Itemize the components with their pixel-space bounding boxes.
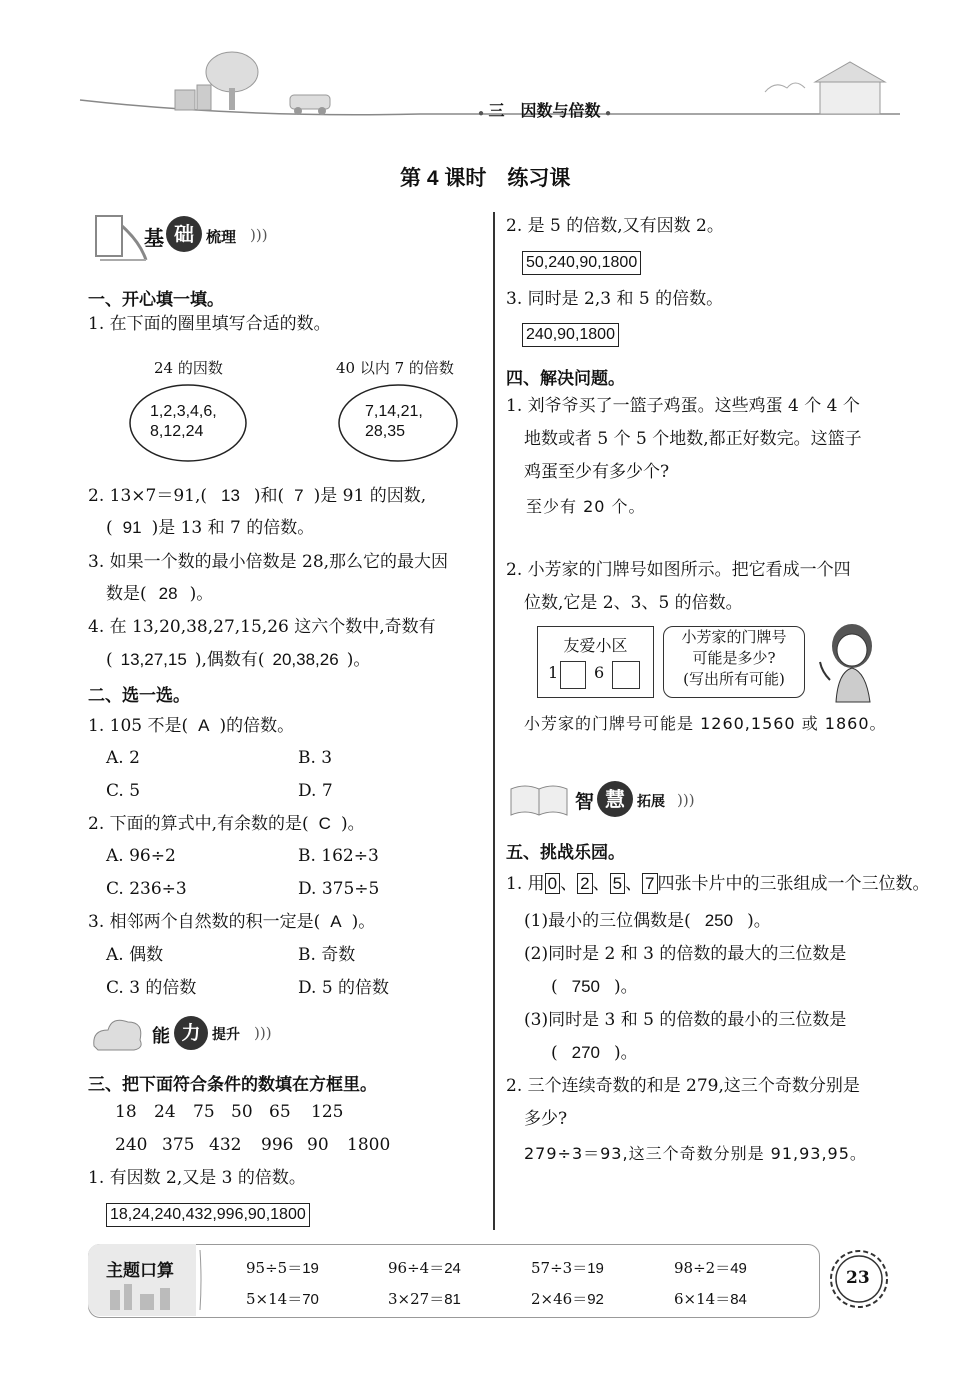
- number: 432: [209, 1135, 242, 1155]
- number: 996: [261, 1135, 294, 1155]
- sec5-q1-s3: (3)同时是 3 和 5 的倍数的最小的三位数是: [524, 1010, 847, 1030]
- option: B. 奇数: [298, 945, 356, 965]
- number: 65: [269, 1102, 291, 1122]
- badge-char-circle: 慧: [597, 781, 633, 817]
- card: 0: [545, 873, 560, 894]
- door-plate-title: 友爱小区: [563, 636, 628, 655]
- sec5-q1-s1: (1)最小的三位偶数是( 250 )。: [524, 911, 771, 931]
- sec5-q2-l1: 2. 三个连续奇数的和是 279,这三个奇数分别是: [506, 1076, 860, 1096]
- oral-calc: 98÷2＝49: [674, 1259, 747, 1277]
- oral-calc: 6×14＝84: [674, 1290, 747, 1308]
- sec3-q3-answer-box: 240,90,1800: [522, 323, 619, 347]
- sec4-title: 四、解决问题。: [506, 369, 625, 388]
- answer: 91: [122, 518, 142, 537]
- answer: 19: [302, 1260, 319, 1277]
- badge-basic: [90, 212, 280, 262]
- sec3-numbers-row1: [115, 1096, 343, 1128]
- answer: 13: [220, 486, 240, 505]
- oral-calc: 3×27＝81: [388, 1290, 461, 1308]
- option: A. 偶数: [106, 945, 164, 965]
- chapter-header: ● 三 因数与倍数 ●: [478, 103, 612, 120]
- option: A. 96÷2: [106, 846, 176, 866]
- badge-char: 智: [575, 791, 595, 813]
- wave-icon: ))): [677, 791, 695, 809]
- oral-calc: 95÷5＝19: [246, 1259, 319, 1277]
- option: D. 5 的倍数: [298, 978, 390, 998]
- sec1-q3-line1: 3. 如果一个数的最小倍数是 28,那么它的最大因: [88, 552, 449, 572]
- circle1-line: 1,2,3,4,6,: [150, 403, 217, 420]
- sec4-q2-answer: 小芳家的门牌号可能是 1260,1560 或 1860。: [524, 714, 887, 733]
- speech-bubble: [663, 626, 805, 698]
- circle2-line: 28,35: [365, 423, 406, 440]
- sec4-q1-l3: 鸡蛋至少有多少个?: [524, 462, 670, 482]
- option: B. 162÷3: [298, 846, 379, 866]
- sec3-q2-answer-box: 50,240,90,1800: [522, 251, 641, 275]
- sec1-q2-line1: 2. 13×7＝91,( 13 )和( 7 )是 91 的因数,: [88, 486, 427, 506]
- number: 75: [193, 1102, 215, 1122]
- option: D. 375÷5: [298, 879, 380, 899]
- page-number: 23: [846, 1268, 870, 1288]
- answer: 24: [444, 1260, 461, 1277]
- sec2-q2: 2. 下面的算式中,有余数的是( C )。: [88, 814, 365, 834]
- sec5-title: 五、挑战乐园。: [506, 843, 625, 862]
- sec4-q1-answer: 至少有 20 个。: [526, 497, 646, 516]
- sec3-q3: 3. 同时是 2,3 和 5 的倍数。: [506, 289, 724, 309]
- number: 24: [154, 1102, 176, 1122]
- card: 2: [577, 873, 592, 894]
- number: 50: [231, 1102, 253, 1122]
- answer: 49: [730, 1260, 747, 1277]
- column-divider: [493, 212, 495, 1230]
- badge-char: 提升: [212, 1027, 240, 1043]
- option: D. 7: [298, 781, 333, 801]
- footer-label: 主题口算: [106, 1261, 174, 1280]
- badge-char: 拓展: [637, 794, 665, 810]
- door-plate: [537, 626, 654, 698]
- answer: 70: [302, 1291, 319, 1308]
- badge-char-circle: 础: [166, 216, 202, 252]
- sec5-q1-s3-ans: ( 270 )。: [551, 1043, 638, 1063]
- number: 90: [307, 1135, 329, 1155]
- circle2-line: 7,14,21,: [365, 403, 423, 420]
- sec1-q4-line1: 4. 在 13,20,38,27,15,26 这六个数中,奇数有: [88, 617, 436, 637]
- sec4-q2-l2: 位数,它是 2、3、5 的倍数。: [524, 593, 743, 613]
- answer: 19: [587, 1260, 604, 1277]
- answer: 270: [571, 1043, 601, 1062]
- wave-icon: ))): [250, 226, 268, 244]
- bubble-line: 小芳家的门牌号: [681, 628, 787, 646]
- answer: 250: [704, 911, 734, 930]
- city-icon: [100, 1280, 190, 1312]
- sec5-q2-l2: 多少?: [524, 1109, 568, 1129]
- cloud-icon: [88, 1012, 148, 1056]
- badge-char: 基: [144, 226, 164, 250]
- sec4-q2-l1: 2. 小芳家的门牌号如图所示。把它看成一个四: [506, 560, 851, 580]
- sec3-title: 三、把下面符合条件的数填在方框里。: [88, 1075, 377, 1094]
- sec3-q1: 1. 有因数 2,又是 3 的倍数。: [88, 1168, 306, 1188]
- answer: C: [318, 814, 331, 833]
- girl-illustration: [812, 622, 892, 704]
- circle2-label: 40 以内 7 的倍数: [336, 359, 454, 377]
- number: 375: [162, 1135, 195, 1155]
- slide-icon: [90, 212, 150, 264]
- door-digit-blank: [612, 661, 640, 689]
- book-icon: [505, 775, 573, 823]
- option: A. 2: [106, 748, 140, 768]
- circle2-content: [365, 402, 423, 442]
- number: 18: [115, 1102, 137, 1122]
- answer: A: [330, 912, 342, 931]
- badge-char-circle: 力: [174, 1016, 208, 1050]
- door-digit: 6: [594, 663, 605, 682]
- oral-calc: 5×14＝70: [246, 1290, 319, 1308]
- sec1-q3-line2: 数是( 28 )。: [106, 584, 214, 604]
- option: C. 3 的倍数: [106, 978, 197, 998]
- lesson-title: 第 4 课时 练习课: [400, 167, 571, 190]
- sec2-q1: 1. 105 不是( A )的倍数。: [88, 716, 295, 736]
- answer: 20,38,26: [272, 650, 339, 669]
- number: 125: [311, 1102, 344, 1122]
- badge-char: 梳理: [206, 228, 237, 246]
- bubble-line: (写出所有可能): [683, 670, 785, 688]
- sec3-numbers-row2: [115, 1129, 390, 1161]
- answer: 13,27,15: [120, 650, 187, 669]
- sec1-q4-line2: ( 13,27,15 ),偶数有( 20,38,26 )。: [106, 650, 371, 670]
- badge-wisdom: [505, 775, 705, 825]
- circle1-content: [150, 402, 217, 442]
- sec4-q1-l1: 1. 刘爷爷买了一篮子鸡蛋。这些鸡蛋 4 个 4 个: [506, 396, 860, 416]
- option: C. 236÷3: [106, 879, 187, 899]
- answer: 81: [444, 1291, 461, 1308]
- sec5-q1-s2: (2)同时是 2 和 3 的倍数的最大的三位数是: [524, 944, 847, 964]
- door-digit-blank: [560, 661, 586, 689]
- wave-icon: ))): [254, 1024, 272, 1042]
- answer: 750: [571, 977, 601, 996]
- sec1-q2-line2: ( 91 )是 13 和 7 的倍数。: [106, 518, 315, 538]
- sec5-q2-answer: 279÷3＝93,这三个奇数分别是 91,93,95。: [524, 1144, 867, 1163]
- answer: 28: [158, 584, 178, 603]
- option: B. 3: [298, 748, 333, 768]
- option: C. 5: [106, 781, 141, 801]
- badge-ability: [88, 1012, 288, 1056]
- number: 1800: [347, 1135, 391, 1155]
- answer: A: [198, 716, 210, 735]
- circle1-label: 24 的因数: [154, 359, 223, 377]
- sec1-title: 一、开心填一填。: [88, 290, 224, 309]
- circle1-line: 8,12,24: [150, 423, 204, 440]
- chapter-title: 三 因数与倍数: [488, 103, 601, 120]
- sec2-q3: 3. 相邻两个自然数的积一定是( A )。: [88, 912, 376, 932]
- sec3-q2: 2. 是 5 的倍数,又有因数 2。: [506, 216, 724, 236]
- number: 240: [115, 1135, 148, 1155]
- sec4-q1-l2: 地数或者 5 个 5 个地数,都正好数完。这篮子: [524, 429, 862, 449]
- sec2-title: 二、选一选。: [88, 686, 190, 705]
- oral-calc: 57÷3＝19: [531, 1259, 604, 1277]
- sec5-q1: 1. 用 0 、 2 、 5 、 7 四张卡片中的三张组成一个三位数。: [506, 874, 930, 894]
- answer: 7: [294, 486, 304, 505]
- sec1-q1: 1. 在下面的圈里填写合适的数。: [88, 314, 331, 334]
- sec3-q1-answer-box: 18,24,240,432,996,90,1800: [106, 1203, 310, 1227]
- answer: 84: [730, 1291, 747, 1308]
- door-digit: 1: [548, 663, 559, 682]
- badge-char: 能: [152, 1026, 170, 1047]
- card: 7: [642, 873, 657, 894]
- card: 5: [610, 873, 625, 894]
- answer: 92: [587, 1291, 604, 1308]
- oral-calc: 2×46＝92: [531, 1290, 604, 1308]
- footer-divider: [198, 1250, 202, 1310]
- oral-calc: 96÷4＝24: [388, 1259, 461, 1277]
- bubble-line: 可能是多少?: [692, 649, 776, 667]
- sec5-q1-s2-ans: ( 750 )。: [551, 977, 638, 997]
